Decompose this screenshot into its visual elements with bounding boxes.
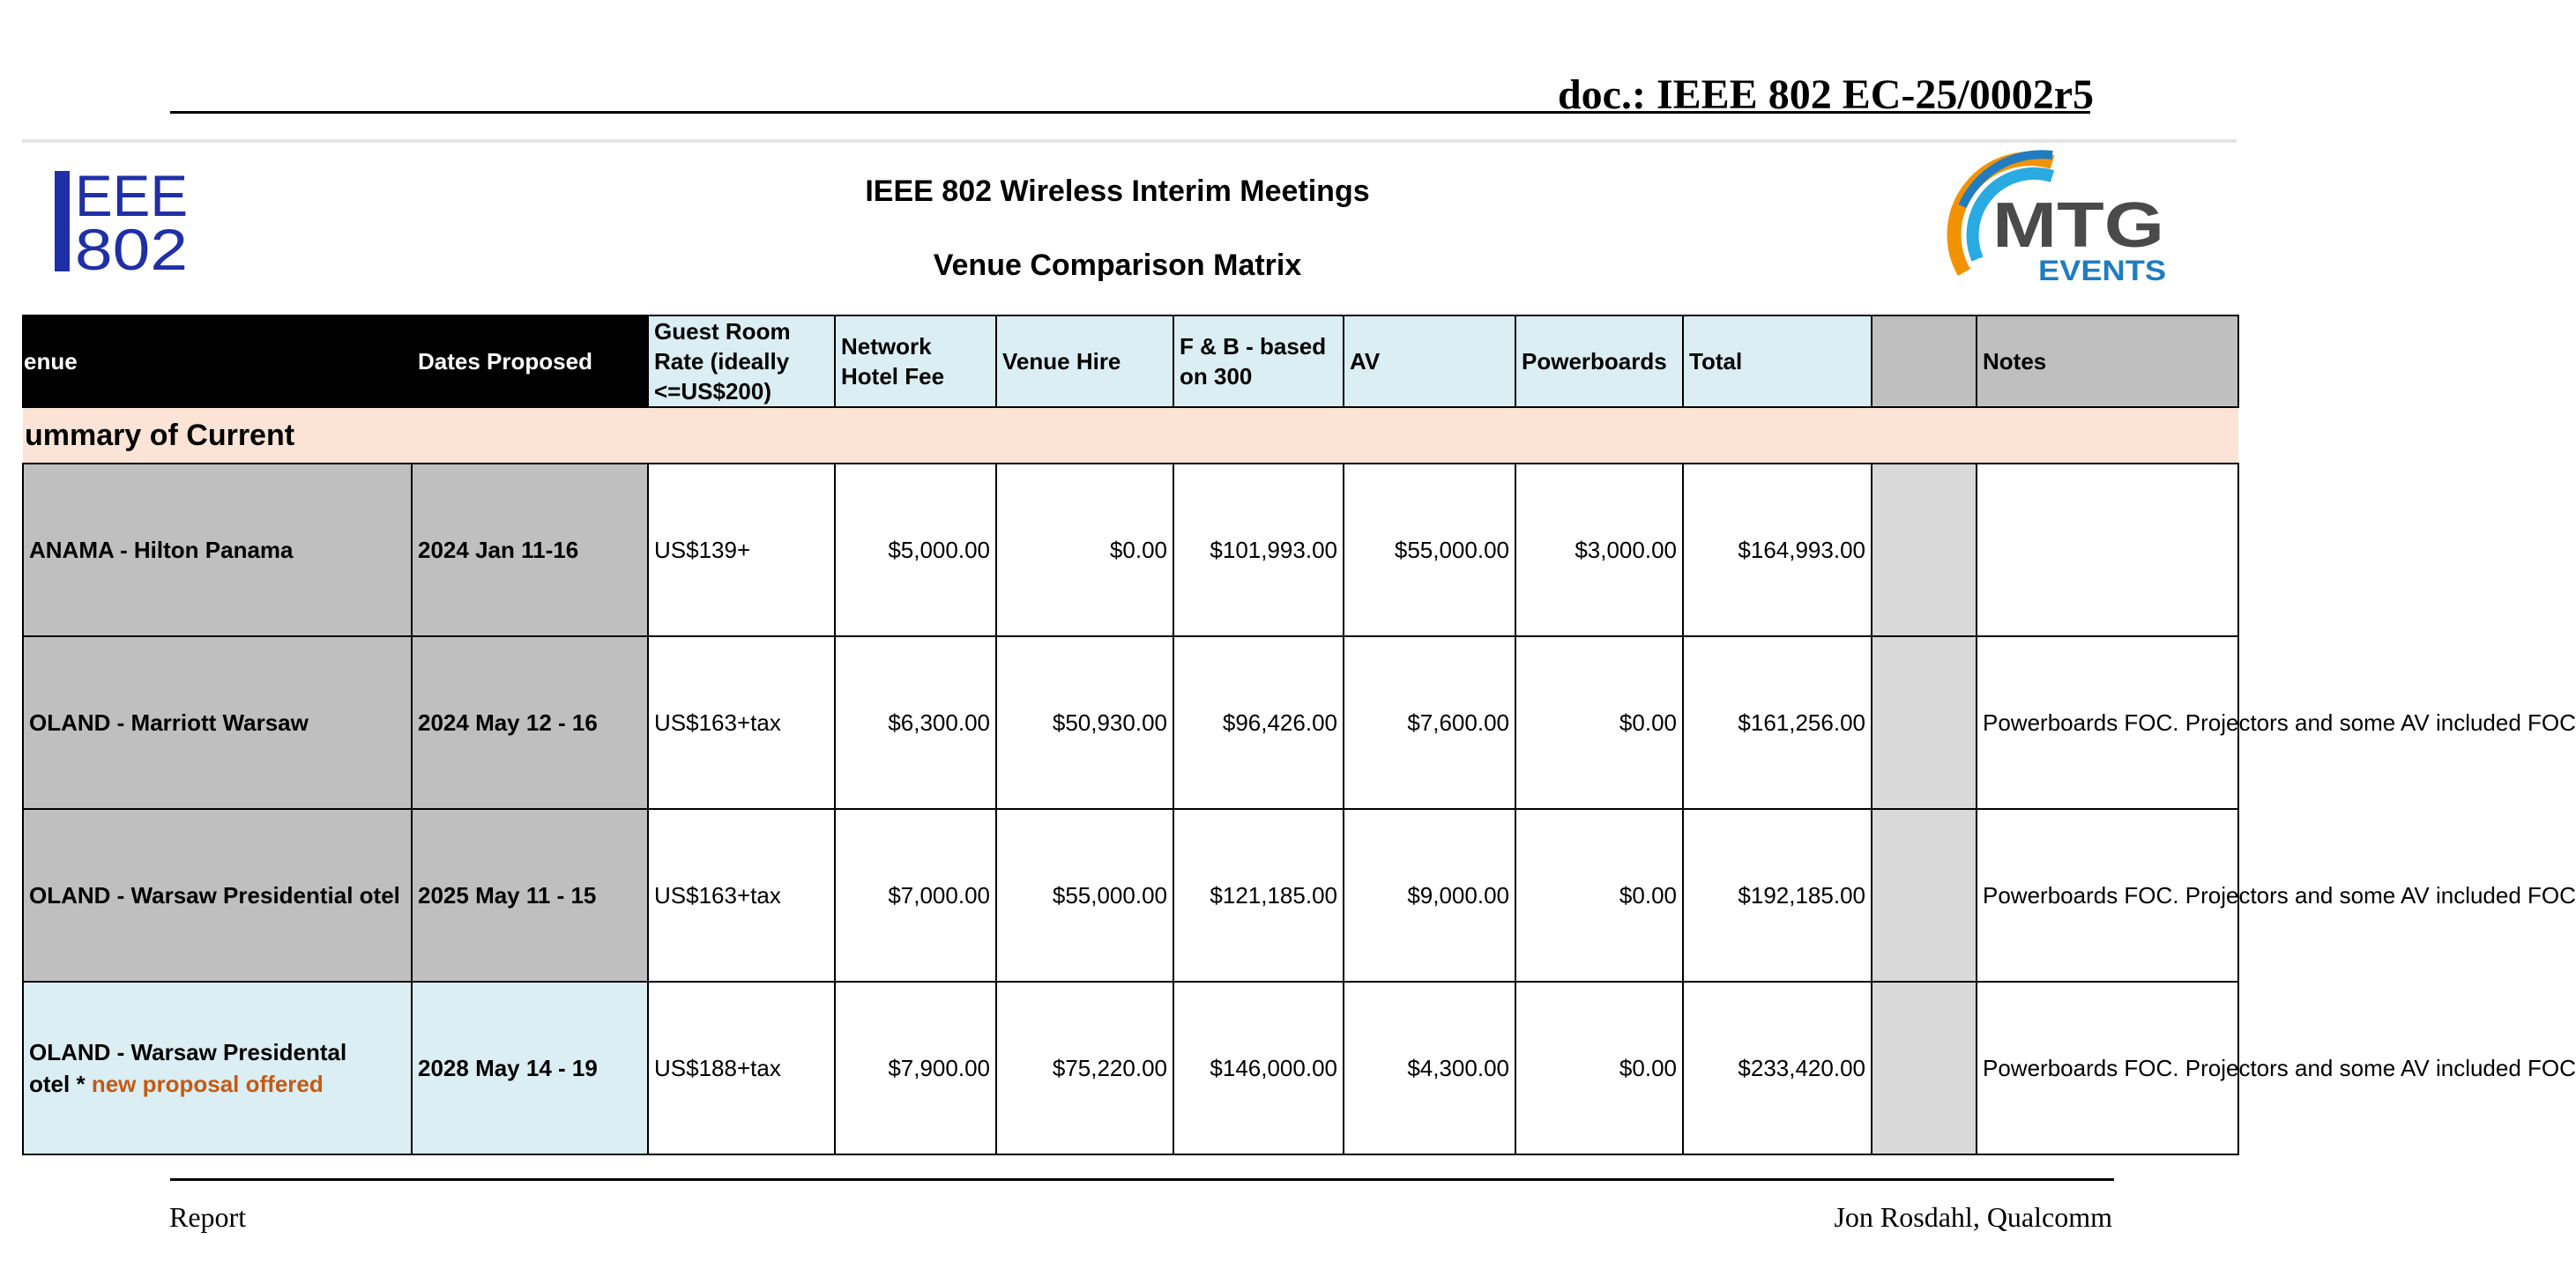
dates-cell: 2028 May 14 - 19 bbox=[412, 982, 648, 1154]
venue-cell bbox=[23, 982, 412, 1154]
room-rate-cell: US$163+tax bbox=[648, 809, 835, 982]
powerboards-cell: $3,000.00 bbox=[1515, 464, 1683, 636]
table-row bbox=[23, 982, 2238, 1154]
total-cell: $164,993.00 bbox=[1683, 464, 1872, 636]
network-fee-cell: $5,000.00 bbox=[835, 464, 996, 636]
table-row bbox=[23, 464, 2238, 636]
column-header-venue: enue bbox=[23, 315, 412, 407]
venue-hire-cell: $75,220.00 bbox=[996, 982, 1173, 1154]
blank-cell bbox=[1872, 464, 1977, 636]
venue-cell: ANAMA - Hilton Panama bbox=[23, 464, 412, 636]
room-rate-cell: US$188+tax bbox=[648, 982, 835, 1154]
column-header-powerboards: Powerboards bbox=[1515, 315, 1683, 407]
section-label: ummary of Current bbox=[23, 407, 2238, 464]
powerboards-cell: $0.00 bbox=[1515, 982, 1683, 1154]
network-fee-cell: $7,900.00 bbox=[835, 982, 996, 1154]
ieee-logo-number: 802 bbox=[75, 217, 188, 282]
fb-cell: $96,426.00 bbox=[1173, 636, 1344, 809]
document-id: doc.: IEEE 802 EC-25/0002r5 bbox=[1557, 71, 2094, 118]
av-cell: $9,000.00 bbox=[1344, 809, 1515, 982]
room-rate-cell: US$139+ bbox=[648, 464, 835, 636]
footer-left-text: Report bbox=[169, 1201, 247, 1233]
notes-cell: Powerboards FOC. Projectors and some AV included FOC bbox=[1977, 636, 2238, 809]
header-rule bbox=[170, 111, 2090, 114]
column-header-venue-hire: Venue Hire bbox=[996, 315, 1173, 407]
mtg-logo-subtext: EVENTS bbox=[2038, 255, 2166, 286]
room-rate-cell: US$163+tax bbox=[648, 636, 835, 809]
new-proposal-note: new proposal offered bbox=[91, 1071, 324, 1097]
venue-comparison-table bbox=[22, 315, 2576, 1155]
ieee-logo-text: EEE bbox=[75, 163, 188, 228]
venue-hire-cell: $50,930.00 bbox=[996, 636, 1173, 809]
venue-name-line1: OLAND - Warsaw Presidental bbox=[29, 1039, 347, 1065]
table-header-row bbox=[23, 315, 2238, 407]
venue-name-line2: otel * bbox=[29, 1071, 86, 1097]
fb-cell: $146,000.00 bbox=[1173, 982, 1344, 1154]
notes-cell bbox=[1977, 464, 2238, 636]
av-cell: $7,600.00 bbox=[1344, 636, 1515, 809]
powerboards-cell: $0.00 bbox=[1515, 809, 1683, 982]
blank-cell bbox=[1872, 809, 1977, 982]
dates-cell: 2025 May 11 - 15 bbox=[412, 809, 648, 982]
column-header-av: AV bbox=[1344, 315, 1515, 407]
table-row bbox=[23, 636, 2238, 809]
column-header-dates: Dates Proposed bbox=[412, 315, 648, 407]
column-header-notes: Notes bbox=[1977, 315, 2238, 407]
venue-hire-cell: $0.00 bbox=[996, 464, 1173, 636]
blank-cell bbox=[1872, 982, 1977, 1154]
total-cell: $233,420.00 bbox=[1683, 982, 1872, 1154]
notes-cell: Powerboards FOC. Projectors and some AV included FOC bbox=[1977, 982, 2238, 1154]
page-title: IEEE 802 Wireless Interim Meetings bbox=[865, 174, 1370, 208]
slide-top-divider bbox=[22, 139, 2237, 143]
network-fee-cell: $7,000.00 bbox=[835, 809, 996, 982]
footer-rule bbox=[170, 1178, 2114, 1181]
section-row bbox=[23, 407, 2238, 464]
table-row bbox=[23, 809, 2238, 982]
mtg-logo-text: MTG bbox=[1992, 190, 2164, 261]
av-cell: $4,300.00 bbox=[1344, 982, 1515, 1154]
blank-cell bbox=[1872, 636, 1977, 809]
fb-cell: $121,185.00 bbox=[1173, 809, 1344, 982]
page-subtitle: Venue Comparison Matrix bbox=[933, 249, 1302, 282]
document-header bbox=[0, 0, 2257, 123]
column-header-blank bbox=[1872, 315, 1977, 407]
column-header-room-rate: Guest Room Rate (ideally <=US$200) bbox=[648, 315, 835, 407]
network-fee-cell: $6,300.00 bbox=[835, 636, 996, 809]
column-header-total: Total bbox=[1683, 315, 1872, 407]
fb-cell: $101,993.00 bbox=[1173, 464, 1344, 636]
dates-cell: 2024 Jan 11-16 bbox=[412, 464, 648, 636]
av-cell: $55,000.00 bbox=[1344, 464, 1515, 636]
total-cell: $192,185.00 bbox=[1683, 809, 1872, 982]
powerboards-cell: $0.00 bbox=[1515, 636, 1683, 809]
venue-cell: OLAND - Marriott Warsaw bbox=[23, 636, 412, 809]
total-cell: $161,256.00 bbox=[1683, 636, 1872, 809]
footer-author: Jon Rosdahl, Qualcomm bbox=[1834, 1201, 2112, 1233]
notes-cell: Powerboards FOC. Projectors and some AV included FOC bbox=[1977, 809, 2238, 982]
venue-hire-cell: $55,000.00 bbox=[996, 809, 1173, 982]
mtg-events-logo bbox=[1929, 153, 2176, 289]
dates-cell: 2024 May 12 - 16 bbox=[412, 636, 648, 809]
column-header-fb: F & B - based on 300 bbox=[1173, 315, 1344, 407]
venue-cell: OLAND - Warsaw Presidential otel bbox=[23, 809, 412, 982]
column-header-network-fee: Network Hotel Fee bbox=[835, 315, 996, 407]
